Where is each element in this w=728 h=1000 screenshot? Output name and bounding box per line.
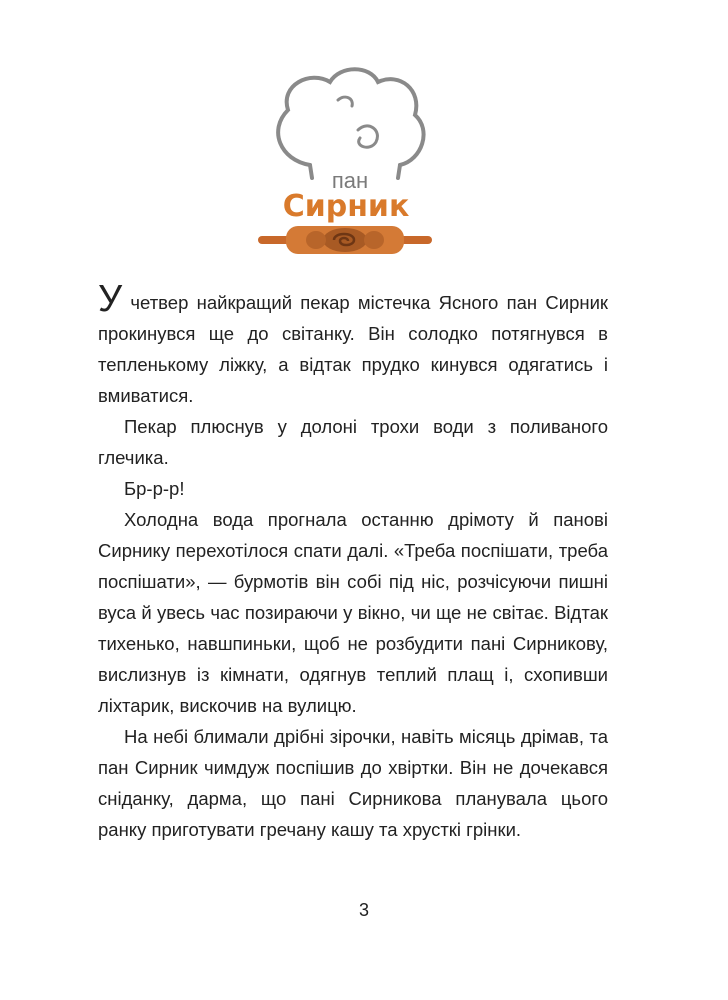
paragraph-2: Пекар плюснув у долоні трохи води з поливаного глечика.	[98, 416, 608, 468]
paragraph-1-text: четвер найкращий пекар містечка Ясного пан Сирник прокинувся ще до світанку. Він солодко потягнувся в тепленькому ліжку, а відтак прудко кинувся одягатись і вмиватися.	[98, 292, 608, 406]
page-number: 3	[358, 900, 369, 920]
logo-line-2: Сирник	[282, 189, 410, 224]
drop-cap: У	[98, 278, 123, 320]
story-text	[98, 278, 608, 845]
paragraph-1	[98, 278, 608, 411]
paragraph-4: Холодна вода прогнала останню дрімоту й панові Сирнику перехотілося спати далі. «Треба поспішати, треба поспішати», — бурмотів він собі під ніс, розчісуючи пишні вуса й увесь час позираючи у вікно, чи ще не світає. Відтак тихенько, навшпиньки, щоб не розбудити пані Сирникову, вислизнув із кімнати, одягнув теплий плащ і, схопивши ліхтарик, вискочив на вулицю.	[98, 509, 608, 716]
book-logo	[250, 60, 440, 260]
logo-line-1: пан	[331, 168, 369, 193]
paragraph-5: На небі блимали дрібні зірочки, навіть місяць дрімав, та пан Сирник чимдуж поспішив до хвіртки. Він не дочекався сніданку, дарма, що пані Сирникова планувала цього ранку приготувати гречану кашу та хрусткі грінки.	[98, 726, 608, 840]
chef-hat-rolling-pin-icon	[250, 60, 440, 260]
paragraph-3: Бр-р-р!	[124, 478, 185, 499]
